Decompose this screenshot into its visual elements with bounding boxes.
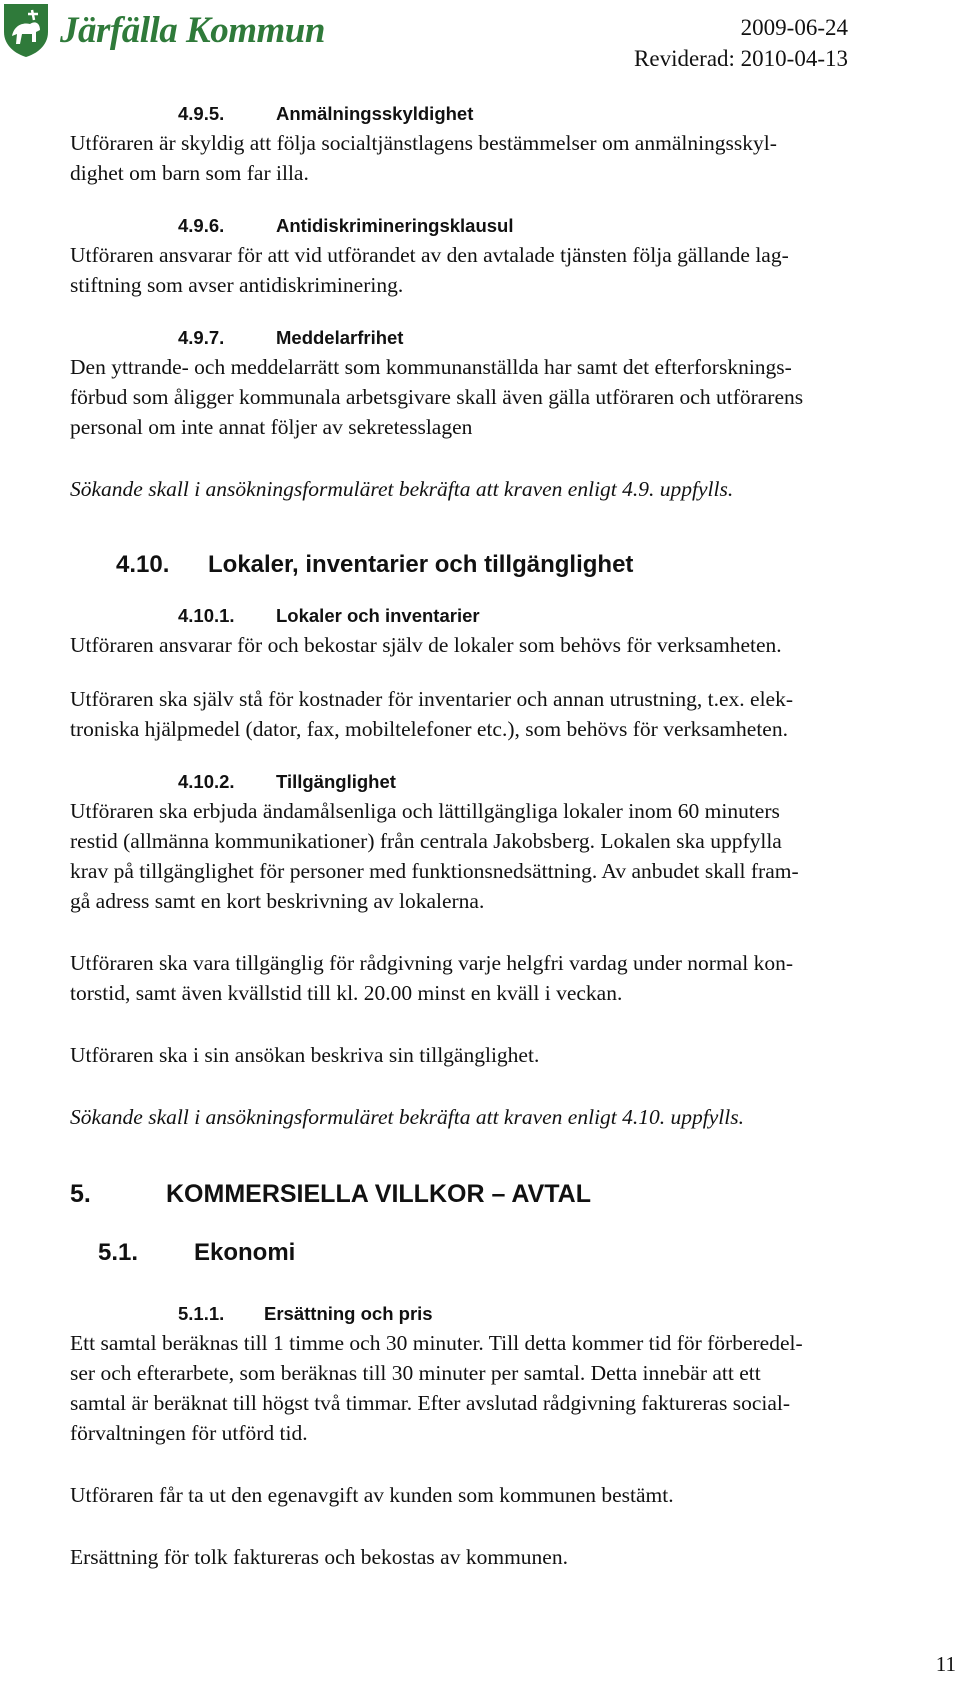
logo-wordmark: Järfälla Kommun — [60, 9, 325, 51]
confirmation-note-4-9: Sökande skall i ansökningsformuläret bekräfta att kraven enligt 4.9. uppfylls. — [70, 477, 734, 501]
heading-4-10-1: 4.10.1. Lokaler och inventarier — [178, 605, 480, 626]
paragraph-4-10-2-b-line-1: Utföraren ska vara tillgänglig för rådgivning varje helgfri vardag under normal kon- — [70, 951, 793, 975]
heading-5: 5. KOMMERSIELLA VILLKOR – AVTAL — [70, 1180, 591, 1208]
paragraph-5-1-1-a-line-3: samtal är beräknat till högst två timmar. Efter avslutad rådgivning faktureras social- — [70, 1391, 791, 1415]
paragraph-4-9-7-line-3: personal om inte annat följer av sekretesslagen — [70, 415, 473, 439]
paragraph-5-1-1-a-line-2: ser och efterarbete, som beräknas till 30 minuter per samtal. Detta innebär att ett — [70, 1361, 761, 1385]
paragraph-4-10-1-b-line-1: Utföraren ska själv stå för kostnader för inventarier och annan utrustning, t.ex. elek- — [70, 687, 793, 711]
paragraph-4-10-2-c: Utföraren ska i sin ansökan beskriva sin tillgänglighet. — [70, 1043, 540, 1067]
heading-4-10-2: 4.10.2. Tillgänglighet — [178, 771, 396, 792]
paragraph-4-10-2-a-line-2: restid (allmänna kommunikationer) från centrala Jakobsberg. Lokalen ska uppfylla — [70, 829, 782, 853]
paragraph-4-9-5-line-1: Utföraren är skyldig att följa socialtjänstlagens bestämmelser om anmälningsskyl- — [70, 131, 777, 155]
paragraph-4-10-1-a: Utföraren ansvarar för och bekostar själv de lokaler som behövs för verksamheten. — [70, 633, 782, 657]
heading-5-1: 5.1. Ekonomi — [98, 1239, 296, 1266]
heading-4-9-6: 4.9.6. Antidiskrimineringsklausul — [178, 215, 514, 236]
document-body — [70, 100, 928, 1572]
paragraph-4-10-2-a-line-4: gå adress samt en kort beskrivning av lokalerna. — [70, 889, 485, 913]
page-number: 11 — [935, 1652, 956, 1676]
document-date: 2009-06-24 — [740, 15, 848, 40]
paragraph-4-9-7-line-1: Den yttrande- och meddelarrätt som kommunanställda har samt det efterforsknings- — [70, 355, 792, 379]
paragraph-5-1-1-a-line-4: förvaltningen för utförd tid. — [70, 1421, 308, 1445]
paragraph-5-1-1-c: Ersättning för tolk faktureras och bekostas av kommunen. — [70, 1545, 568, 1569]
paragraph-5-1-1-b: Utföraren får ta ut den egenavgift av kunden som kommunen bestämt. — [70, 1483, 674, 1507]
header-dates — [634, 12, 848, 74]
paragraph-4-10-2-a-line-1: Utföraren ska erbjuda ändamålsenliga och lättillgängliga lokaler inom 60 minuters — [70, 799, 780, 823]
paragraph-4-9-7-line-2: förbud som åligger kommunala arbetsgivare skall även gälla utföraren och utförarens — [70, 385, 804, 409]
paragraph-4-9-6-line-2: stiftning som avser antidiskriminering. — [70, 273, 404, 297]
heading-5-1-1: 5.1.1. Ersättning och pris — [178, 1303, 433, 1324]
paragraph-4-9-6-line-1: Utföraren ansvarar för att vid utförandet av den avtalade tjänsten följa gällande lag- — [70, 243, 789, 267]
paragraph-4-9-5-line-2: dighet om barn som far illa. — [70, 161, 309, 185]
coat-of-arms-icon — [2, 2, 50, 58]
confirmation-note-4-10: Sökande skall i ansökningsformuläret bekräfta att kraven enligt 4.10. uppfylls. — [70, 1105, 744, 1129]
heading-4-9-5: 4.9.5. Anmälningsskyldighet — [178, 103, 474, 124]
revised-date: Reviderad: 2010-04-13 — [634, 46, 848, 71]
paragraph-4-10-1-b-line-2: troniska hjälpmedel (dator, fax, mobiltelefoner etc.), som behövs för verksamheten. — [70, 717, 788, 741]
heading-4-9-7: 4.9.7. Meddelarfrihet — [178, 327, 404, 348]
paragraph-4-10-2-a-line-3: krav på tillgänglighet för personer med funktionsnedsättning. Av anbudet skall fram- — [70, 859, 799, 883]
paragraph-4-10-2-b-line-2: torstid, samt även kvällstid till kl. 20.00 minst en kväll i veckan. — [70, 981, 623, 1005]
heading-4-10: 4.10. Lokaler, inventarier och tillgänglighet — [116, 551, 634, 578]
paragraph-5-1-1-a-line-1: Ett samtal beräknas till 1 timme och 30 minuter. Till detta kommer tid för förberedel- — [70, 1331, 803, 1355]
municipality-logo — [2, 2, 325, 58]
